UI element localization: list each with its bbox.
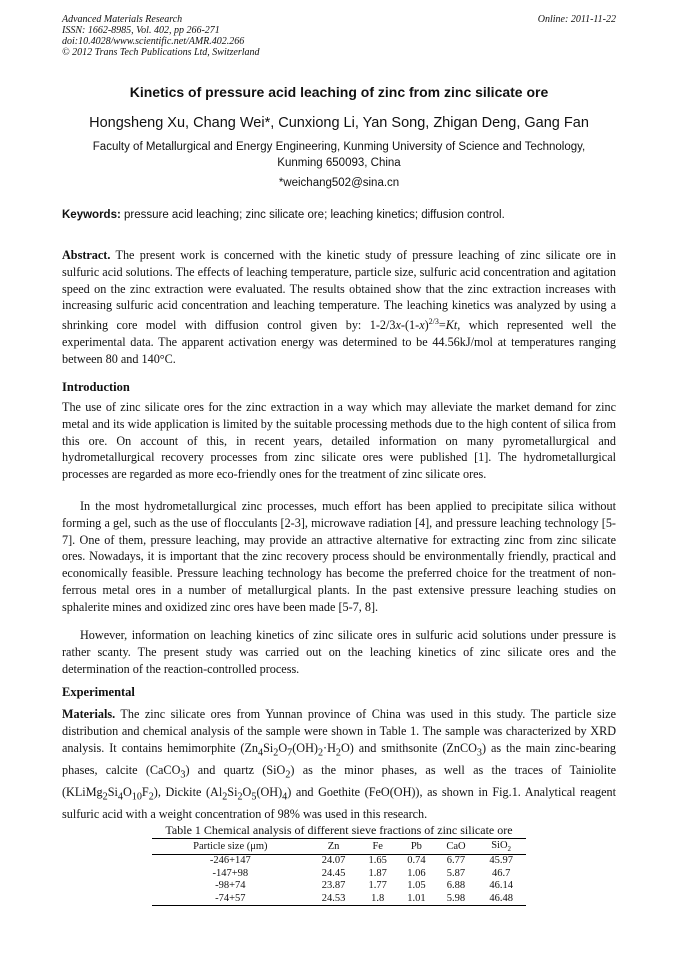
journal-name: Advanced Materials Research [62, 14, 183, 25]
subscript: 2 [507, 845, 512, 854]
subscript: 4 [282, 791, 288, 803]
table-cell: 6.77 [446, 855, 466, 867]
table-cell: 6.88 [446, 880, 466, 892]
table-cell: 24.07 [321, 855, 346, 867]
abstract-eq-part: = [438, 318, 446, 333]
materials-text: ) and quartz (SiO [185, 762, 286, 777]
keywords-text: pressure acid leaching; zinc silicate ore; leaching kinetics; diffusion control. [124, 209, 505, 221]
paper-title: Kinetics of pressure acid leaching of zinc from zinc silicate ore [129, 84, 549, 100]
subscript: 4 [258, 747, 264, 759]
abstract-eq-part: -(1- [400, 318, 420, 333]
col-header-fe: Fe [358, 839, 397, 855]
subscript: 2 [317, 747, 324, 759]
materials-text: O [278, 740, 288, 755]
subscript: 2 [335, 747, 341, 759]
affiliation-line-1: Faculty of Metallurgical and Energy Engineering, Kunming University of Science and Technology, [92, 141, 586, 153]
table-cell: 1.87 [368, 867, 387, 879]
materials-text: (OH) [256, 785, 283, 800]
abstract-eq-part: ) [424, 318, 429, 333]
table-cell: -74+57 [152, 893, 309, 906]
table-cell: 46.48 [476, 893, 526, 906]
table-caption: Table 1 Chemical analysis of different sieve fractions of zinc silicate ore [165, 823, 513, 837]
col-header-pb: Pb [397, 839, 436, 855]
table-cell: 24.53 [309, 893, 359, 906]
table-row [152, 893, 526, 906]
experimental-heading: Experimental [62, 685, 135, 699]
materials-text: ) and Goethite (FeO(OH)), as shown in Fig.1. Analytical reagent sulfuric acid with a weight concentration of 98% was used in this research. [62, 785, 616, 822]
table-cell: 1.01 [397, 893, 436, 906]
materials-text: Si [227, 785, 238, 800]
abstract-var-kt: Kt [445, 318, 458, 333]
keywords [62, 209, 616, 221]
table-cell: -246+147 [209, 855, 251, 867]
intro-paragraph-1: The use of zinc silicate ores for the zinc extraction in a way which may alleviate the market demand for zinc metal and its wide application is limited by the suitable processing methods due to the high content of silica from this ore. On account of this, in recent years, detailed information on many pyrometallurgical and hydrometallurgical recovery processes from zinc silicate ores were published [1]. The hydrometallurgical processes are regarded as more eco-friendly ones for the treatment of zinc silicate ores. [62, 400, 616, 482]
doi-line: doi:10.4028/www.scientific.net/AMR.402.266 [62, 36, 245, 47]
page-header [62, 14, 616, 58]
keywords-label: Keywords: [62, 209, 121, 221]
subscript: 2 [102, 791, 108, 803]
table-cell: 45.97 [489, 855, 513, 867]
materials-text: ), Dickite (Al [153, 785, 223, 800]
col-header-particle-size: Particle size (μm) [152, 839, 309, 855]
online-date: Online: 2011-11-22 [537, 14, 616, 25]
subscript: 5 [251, 791, 257, 803]
materials-text: O) and smithsonite (ZnCO [340, 740, 477, 755]
materials-text: ·H [323, 740, 336, 755]
intro-paragraph-2: In the most hydrometallurgical zinc processes, much effort has been applied to precipitate silica without forming a gel, such as the use of flocculants [2-3], microwave radiation [4], and pressure leaching technology [5-7]. One of them, pressure leaching, may provide an attractive alternative for extracting zinc from zinc silicate ores. Nowadays, it is important that the zinc recovery process should be environmentally friendly, practical and economically feasible. Pressure leaching technology has become the preferred choice for the treatment of non-ferrous metal ores in a number of metallurgical plants. In the past extensive pressure leaching studies on sphalerite mines and oxidized zinc ores have been made [5-7, 8]. [62, 499, 616, 614]
abstract-var-x: x [395, 318, 401, 333]
introduction-heading: Introduction [62, 380, 130, 394]
materials-text: (OH) [292, 740, 318, 755]
materials-text: Si [263, 740, 274, 755]
materials-text: ) as the main zinc-bearing phases, calcite (CaCO [62, 740, 617, 777]
col-header-sio2 [476, 839, 526, 855]
copyright-line: © 2012 Trans Tech Publications Ltd, Switzerland [62, 47, 260, 58]
table-cell: 1.8 [358, 893, 397, 906]
table-cell: 1.77 [368, 880, 387, 892]
subscript: 2 [237, 791, 243, 803]
chemical-analysis-table [152, 838, 526, 906]
subscript: 4 [117, 791, 123, 803]
abstract-exponent: 2/3 [428, 317, 439, 327]
abstract-text-1: The present work is concerned with the kinetic study of pressure leaching of zinc silicate ore in sulfuric acid solutions. The effects of leaching temperature, particle size, sulfuric acid concentration and agitation speed on the zinc extraction were evaluated. The results obtained show that the zinc extraction increases with increasing sulfuric acid concentration and leaching temperature. The leaching kinetics was analyzed by using a shrinking core model with diffusion control given by: 1-2/3 [62, 248, 616, 333]
table-cell: 1.65 [368, 855, 387, 867]
affiliation-line-2: Kunming 650093, China [277, 157, 401, 169]
table-cell: 46.7 [491, 867, 511, 879]
table-cell: 24.45 [321, 867, 346, 879]
table-row [152, 868, 526, 881]
col-header-zn: Zn [309, 839, 359, 855]
table-row [152, 855, 526, 868]
col-header-cao: CaO [436, 839, 477, 855]
subscript: 2 [273, 747, 279, 759]
table-row [152, 880, 526, 893]
subscript: 3 [476, 747, 482, 759]
abstract-label: Abstract. [62, 248, 111, 262]
table-cell: 1.06 [407, 867, 426, 879]
materials-text: ) as the minor phases, as well as the traces of Tainiolite (KLiMg [62, 762, 616, 800]
author-list: Hongsheng Xu, Chang Wei*, Cunxiong Li, Yan Song, Zhigan Deng, Gang Fan [89, 115, 589, 131]
materials-text: The zinc silicate ores from Yunnan province of China was used in this study. The particle size distribution and chemical analysis of the sample were shown in Table 1. The sample was characterized by XRD analysis. It contains hemimorphite (Zn [62, 707, 617, 755]
table-cell: 0.74 [407, 855, 426, 867]
affiliation [62, 139, 616, 171]
abstract-var-x: x [419, 318, 425, 333]
sio2-label: SiO [491, 840, 508, 851]
table-cell: 5.98 [436, 893, 477, 906]
table-cell: 46.14 [489, 880, 513, 892]
materials-text: Si [107, 785, 118, 800]
table-header-row [152, 839, 526, 855]
issn-line: ISSN: 1662-8985, Vol. 402, pp 266-271 [62, 25, 220, 36]
subscript: 2 [285, 769, 291, 781]
table-cell: 5.87 [446, 867, 466, 879]
table-cell: 1.05 [407, 880, 426, 892]
corresponding-email: *weichang502@sina.cn [278, 177, 400, 189]
subscript: 7 [287, 747, 293, 759]
materials-paragraph [62, 706, 616, 823]
materials-text: O [122, 785, 132, 800]
table-cell: -147+98 [212, 867, 249, 879]
abstract [62, 247, 616, 368]
materials-text: O [242, 785, 252, 800]
materials-label: Materials. [62, 707, 116, 721]
intro-paragraph-3: However, information on leaching kinetics of zinc silicate ores in sulfuric acid solutions under pressure is rather scanty. The present study was carried out on the leaching kinetics of zinc silicate ores and the determination of the reaction-controlled process. [62, 628, 616, 676]
abstract-text-2: , which represented well the experimental data. The apparent activation energy was determined to be 44.56kJ/mol at temperatures ranging between 80 and 140°C. [62, 318, 616, 366]
subscript: 3 [180, 769, 186, 781]
subscript: 2 [148, 791, 154, 803]
materials-text: F [141, 785, 149, 800]
subscript: 2 [222, 791, 228, 803]
subscript: 10 [131, 791, 142, 803]
table-cell: 23.87 [321, 880, 346, 892]
table-cell: -98+74 [215, 880, 246, 892]
